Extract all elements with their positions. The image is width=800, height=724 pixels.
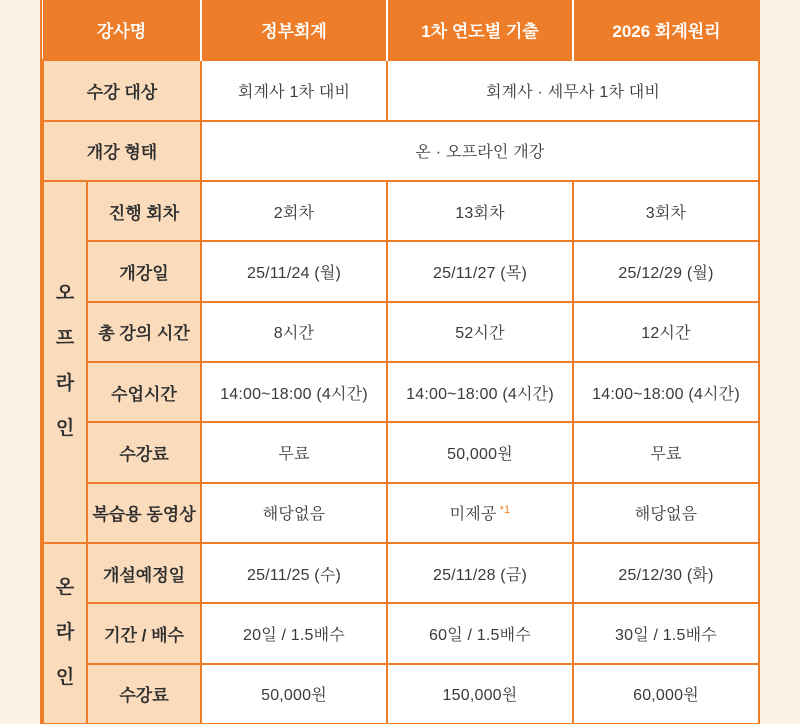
audience-value-col1: 회계사 1차 대비 [201,60,387,120]
row-offline-class-time [43,362,759,422]
row-offline-round [43,181,759,241]
footnote-marker: *1 [499,503,511,516]
online-fee-v3: 60,000원 [573,664,759,724]
offline-hours-v1: 8시간 [201,302,387,362]
offline-fee-label: 수강료 [87,422,201,482]
online-open-label: 개설예정일 [87,543,201,603]
offline-start-label: 개강일 [87,241,201,301]
row-format [43,121,759,181]
online-fee-v1: 50,000원 [201,664,387,724]
course-info-table-frame [40,0,760,724]
offline-fee-v3: 무료 [573,422,759,482]
offline-replay-v3: 해당없음 [573,483,759,543]
offline-round-v1: 2회차 [201,181,387,241]
online-section-cell [43,543,87,724]
online-duration-v1: 20일 / 1.5배수 [201,603,387,663]
offline-replay-v2 [387,483,573,543]
row-online-fee [43,664,759,724]
offline-hours-label: 총 강의 시간 [87,302,201,362]
row-offline-fee [43,422,759,482]
row-online-open-date [43,543,759,603]
offline-round-label: 진행 회차 [87,181,201,241]
row-offline-replay-video [43,483,759,543]
offline-time-v3: 14:00~18:00 (4시간) [573,362,759,422]
offline-start-v3: 25/12/29 (월) [573,241,759,301]
offline-fee-v2: 50,000원 [387,422,573,482]
row-audience [43,60,759,120]
header-course-government-accounting: 정부회계 [201,0,387,60]
offline-round-v3: 3회차 [573,181,759,241]
header-course-yearly-past-exams: 1차 연도별 기출 [387,0,573,60]
course-info-table [42,0,760,724]
audience-label: 수강 대상 [43,60,201,120]
header-row [43,0,759,60]
row-offline-start-date [43,241,759,301]
offline-round-v2: 13회차 [387,181,573,241]
format-label: 개강 형태 [43,121,201,181]
offline-fee-v1: 무료 [201,422,387,482]
online-open-v2: 25/11/28 (금) [387,543,573,603]
offline-start-v2: 25/11/27 (목) [387,241,573,301]
header-course-2026-accounting-principles: 2026 회계원리 [573,0,759,60]
offline-replay-label: 복습용 동영상 [87,483,201,543]
online-fee-label: 수강료 [87,664,201,724]
offline-hours-v2: 52시간 [387,302,573,362]
offline-replay-v2-text: 미제공 [449,506,497,524]
offline-time-v1: 14:00~18:00 (4시간) [201,362,387,422]
offline-start-v1: 25/11/24 (월) [201,241,387,301]
row-offline-total-hours [43,302,759,362]
online-duration-v2: 60일 / 1.5배수 [387,603,573,663]
offline-section-label: 오 프 라 인 [55,283,75,440]
offline-section-cell [43,181,87,543]
online-open-v3: 25/12/30 (화) [573,543,759,603]
online-duration-label: 기간 / 배수 [87,603,201,663]
online-section-label: 온 라 인 [55,577,75,689]
offline-replay-v1: 해당없음 [201,483,387,543]
online-open-v1: 25/11/25 (수) [201,543,387,603]
online-fee-v2: 150,000원 [387,664,573,724]
offline-hours-v3: 12시간 [573,302,759,362]
format-value: 온 · 오프라인 개강 [201,121,759,181]
header-instructor: 강사명 [43,0,201,60]
offline-time-v2: 14:00~18:00 (4시간) [387,362,573,422]
row-online-duration [43,603,759,663]
offline-time-label: 수업시간 [87,362,201,422]
online-duration-v3: 30일 / 1.5배수 [573,603,759,663]
audience-value-col2-3: 회계사 · 세무사 1차 대비 [387,60,759,120]
